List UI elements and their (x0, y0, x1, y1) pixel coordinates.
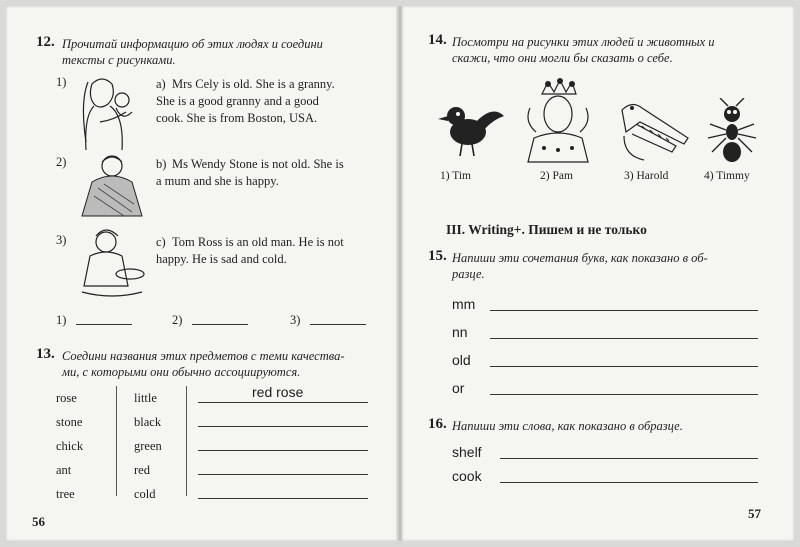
exercise-12-answer-blank-2[interactable] (192, 324, 248, 325)
caption-pam: 2) Pam (540, 170, 573, 182)
exercise-15-write-line-old[interactable] (490, 366, 758, 367)
exercise-12-text-c-line1: Tom Ross is an old man. He is not (172, 235, 344, 249)
exercise-16-write-line-cook[interactable] (500, 482, 758, 483)
page-number-right: 57 (748, 506, 761, 521)
exercise-13-instruction-line1: Соедини названия этих предметов с теми качества- (62, 349, 345, 363)
exercise-12-answer-label-1: 1) (56, 313, 67, 327)
ant-picture (702, 98, 764, 166)
old-woman-picture (80, 152, 150, 220)
exercise-15-instruction-line2: разце. (452, 267, 485, 281)
exercise-13-instruction-line2: ми, с которыми они обычно ассоциируются. (62, 365, 301, 379)
exercise-16-word-shelf: shelf (452, 444, 482, 460)
left-page (6, 6, 398, 541)
exercise-13-adjective-cold: cold (134, 487, 156, 501)
exercise-15-write-line-nn[interactable] (490, 338, 758, 339)
exercise-12-picture-number-1: 1) (56, 75, 67, 89)
exercise-12-answer-blank-3[interactable] (310, 324, 366, 325)
old-granny-cooking-picture (72, 226, 152, 302)
crocodile-picture (616, 96, 692, 164)
exercise-12-picture-number-3: 3) (56, 233, 67, 247)
exercise-13-adjective-black: black (134, 415, 162, 429)
crow-picture (428, 98, 508, 160)
exercise-12-instruction-line1: Прочитай информацию об этих людях и соедини (62, 37, 323, 51)
exercise-13-noun-chick: chick (56, 439, 84, 453)
exercise-15-letters-or: or (452, 380, 465, 396)
exercise-12-text-label-b: b) (156, 157, 167, 171)
exercise-15-write-line-or[interactable] (490, 394, 758, 395)
exercise-12-picture-number-2: 2) (56, 155, 67, 169)
exercise-13-answer-line-3[interactable] (198, 450, 368, 451)
exercise-15-letters-old: old (452, 352, 471, 368)
exercise-15-number: 15. (428, 248, 447, 264)
caption-harold: 3) Harold (624, 170, 669, 182)
column-divider-1 (116, 386, 117, 496)
exercise-16-word-cook: cook (452, 468, 482, 484)
exercise-13-answer-line-2[interactable] (198, 426, 368, 427)
exercise-13-answer-line-1[interactable] (198, 402, 368, 403)
exercise-13-noun-tree: tree (56, 487, 75, 501)
exercise-13-adjective-green: green (134, 439, 162, 453)
exercise-14-number: 14. (428, 32, 447, 48)
exercise-16-number: 16. (428, 416, 447, 432)
exercise-13-adjective-red: red (134, 463, 150, 477)
exercise-14-instruction-line2: скажи, что они могли бы сказать о себе. (452, 51, 673, 65)
exercise-13-answer-line-4[interactable] (198, 474, 368, 475)
column-divider-2 (186, 386, 187, 496)
exercise-16-write-line-shelf[interactable] (500, 458, 758, 459)
exercise-13-number: 13. (36, 346, 55, 362)
exercise-12-instruction-line2: тексты с рисунками. (62, 53, 176, 67)
exercise-12-text-b-line1: Ms Wendy Stone is not old. She is (172, 157, 344, 171)
exercise-13-noun-stone: stone (56, 415, 83, 429)
exercise-12-text-c-line2: happy. He is sad and cold. (156, 252, 287, 266)
exercise-12-text-a-line2: She is a good granny and a good (156, 94, 319, 108)
mother-and-child-picture (70, 72, 140, 152)
page-number-left: 56 (32, 514, 45, 529)
section-title: III. Writing+. Пишем и не только (446, 222, 647, 237)
exercise-12-text-b-line2: a mum and she is happy. (156, 174, 279, 188)
caption-tim: 1) Tim (440, 170, 472, 182)
exercise-15-letters-mm: mm (452, 296, 476, 312)
exercise-14-instruction-line1: Посмотри на рисунки этих людей и животных и (452, 35, 715, 49)
book-spread (6, 6, 794, 541)
exercise-13-adjective-little: little (134, 391, 157, 405)
exercise-13-example-answer: red rose (252, 384, 304, 400)
exercise-15-write-line-mm[interactable] (490, 310, 758, 311)
exercise-15-instruction-line1: Напиши эти сочетания букв, как показано в об- (452, 251, 708, 265)
exercise-12-answer-label-3: 3) (290, 313, 301, 327)
exercise-16-instruction: Напиши эти слова, как показано в образце. (452, 419, 683, 433)
queen-picture (520, 78, 596, 164)
exercise-12-text-a-line3: cook. She is from Boston, USA. (156, 111, 318, 125)
exercise-15-letters-nn: nn (452, 324, 468, 340)
exercise-12-text-label-c: c) (156, 235, 166, 249)
exercise-12-answer-blank-1[interactable] (76, 324, 132, 325)
exercise-13-noun-ant: ant (56, 463, 72, 477)
exercise-13-answer-line-5[interactable] (198, 498, 368, 499)
exercise-12-text-label-a: a) (156, 77, 166, 91)
exercise-12-text-a-line1: Mrs Cely is old. She is a granny. (172, 77, 335, 91)
exercise-12-number: 12. (36, 34, 55, 50)
caption-timmy: 4) Timmy (704, 170, 750, 182)
right-page (402, 6, 794, 541)
exercise-12-answer-label-2: 2) (172, 313, 183, 327)
exercise-13-noun-rose: rose (56, 391, 77, 405)
